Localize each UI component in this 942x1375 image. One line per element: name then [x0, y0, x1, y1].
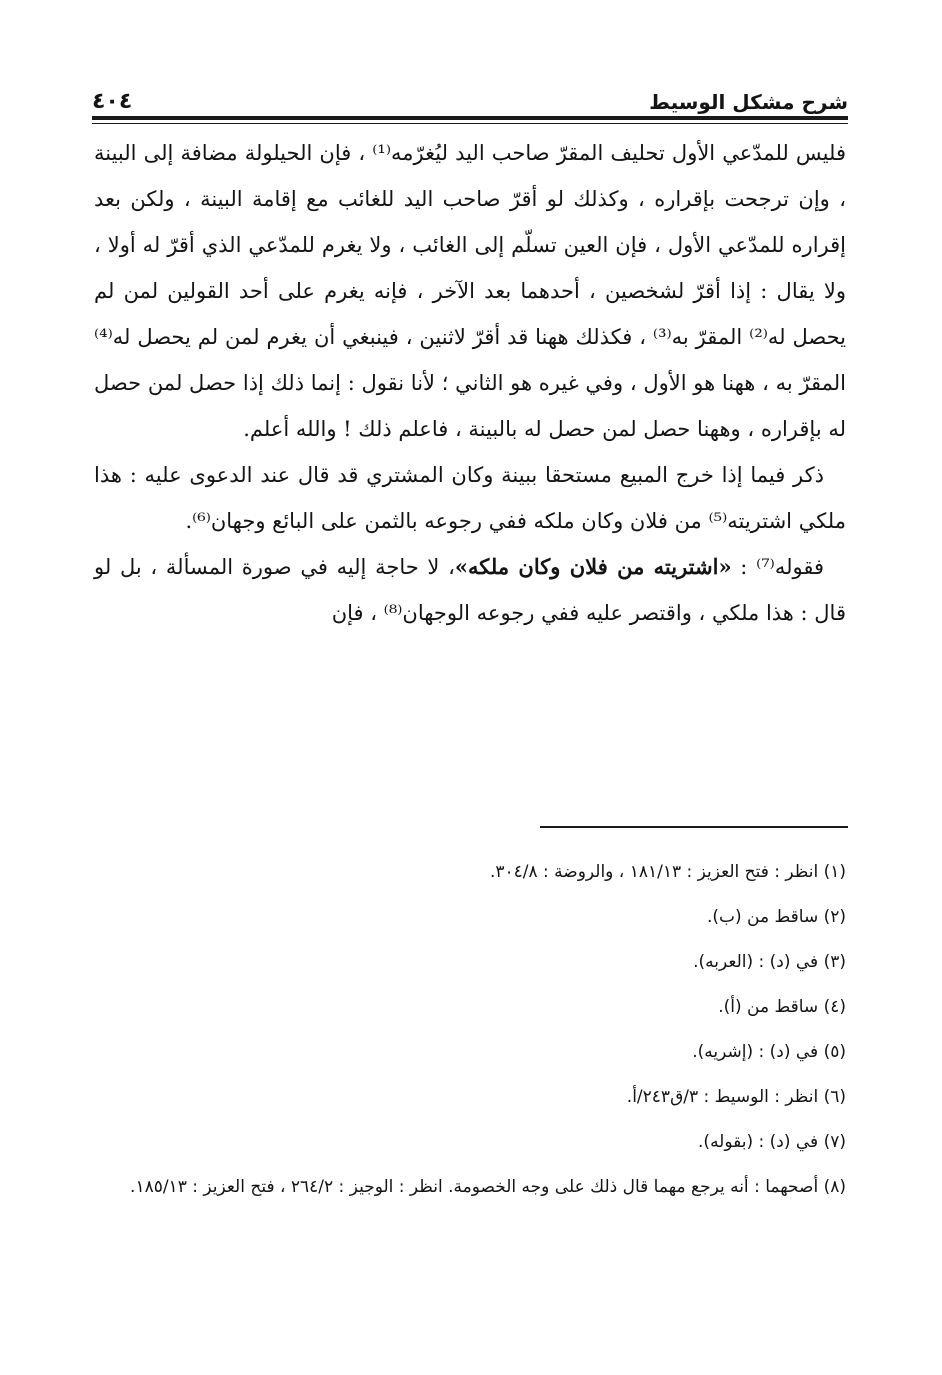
footnote-3: (٣) في (د) : (العربه). — [693, 952, 846, 972]
page-header — [92, 78, 848, 114]
paragraph-3-rest: ، لا حاجة إليه في صورة المسألة ، بل لو قال : هذا ملكي ، واقتصر عليه ففي رجوعه الوجهان⁽⁸⁾ ، فإن — [94, 555, 846, 625]
paragraph-3 — [94, 544, 846, 636]
page-number: ٤٠٤ — [92, 89, 133, 114]
header-rule-thick — [92, 116, 848, 120]
footnote-6: (٦) انظر : الوسيط : ٣/ق٢٤٣/أ. — [626, 1087, 846, 1107]
footnote-7: (٧) في (د) : (بقوله). — [698, 1132, 846, 1152]
paragraph-2: ذكر فيما إذا خرج المبيع مستحقا ببينة وكان المشتري قد قال عند الدعوى عليه : هذا ملكي اشتريته⁽⁵⁾ من فلان وكان ملكه ففي رجوعه بالثمن على البائع وجهان⁽⁶⁾. — [94, 463, 846, 533]
paragraph-3-lead: فقوله⁽⁷⁾ : — [731, 555, 824, 579]
footnote-2: (٢) ساقط من (ب). — [706, 907, 846, 927]
footnote-divider — [540, 826, 848, 828]
quoted-phrase: «اشتريته من فلان وكان ملكه» — [454, 554, 732, 579]
footnote-1: (١) انظر : فتح العزيز : ١٨١/١٣ ، والروضة : ٣٠٤/٨. — [489, 862, 846, 882]
header-rule-thin — [92, 123, 848, 124]
footnotes — [94, 850, 846, 1209]
paragraph-1: فليس للمدّعي الأول تحليف المقرّ صاحب اليد ليُغرّمه⁽¹⁾ ، فإن الحيلولة مضافة إلى البينة ، وإن ترجحت بإقراره ، وكذلك لو أقرّ صاحب اليد للغائب مع إقامة البينة ، ولكن بعد إقراره للمدّعي الأول ، فإن العين تسلّم إلى الغائب ، ولا يغرم للمدّعي الذي أقرّ له أولا ، ولا يقال : إذا أقرّ لشخصين ، أحدهما بعد الآخر ، فإنه يغرم على أحد القولين لمن لم يحصل له⁽²⁾ المقرّ به⁽³⁾ ، فكذلك ههنا قد أقرّ لاثنين ، فينبغي أن يغرم لمن لم يحصل له⁽⁴⁾ المقرّ به ، ههنا هو الأول ، وفي غيره هو الثاني ؛ لأنا نقول : إنما ذلك إذا حصل لمن حصل له بإقراره ، وههنا حصل لمن حصل له بالبينة ، فاعلم ذلك ! والله أعلم. — [94, 141, 847, 441]
footnote-8: (٨) أصحهما : أنه يرجع مهما قال ذلك على وجه الخصومة. انظر : الوجيز : ٢٦٤/٢ ، فتح العزيز : ١٨٥/١٣. — [130, 1177, 846, 1197]
main-text — [94, 130, 846, 636]
footnote-4: (٤) ساقط من (أ). — [718, 997, 846, 1017]
running-title: شرح مشكل الوسيط — [649, 90, 848, 114]
footnote-5: (٥) في (د) : (إشريه). — [692, 1042, 846, 1062]
